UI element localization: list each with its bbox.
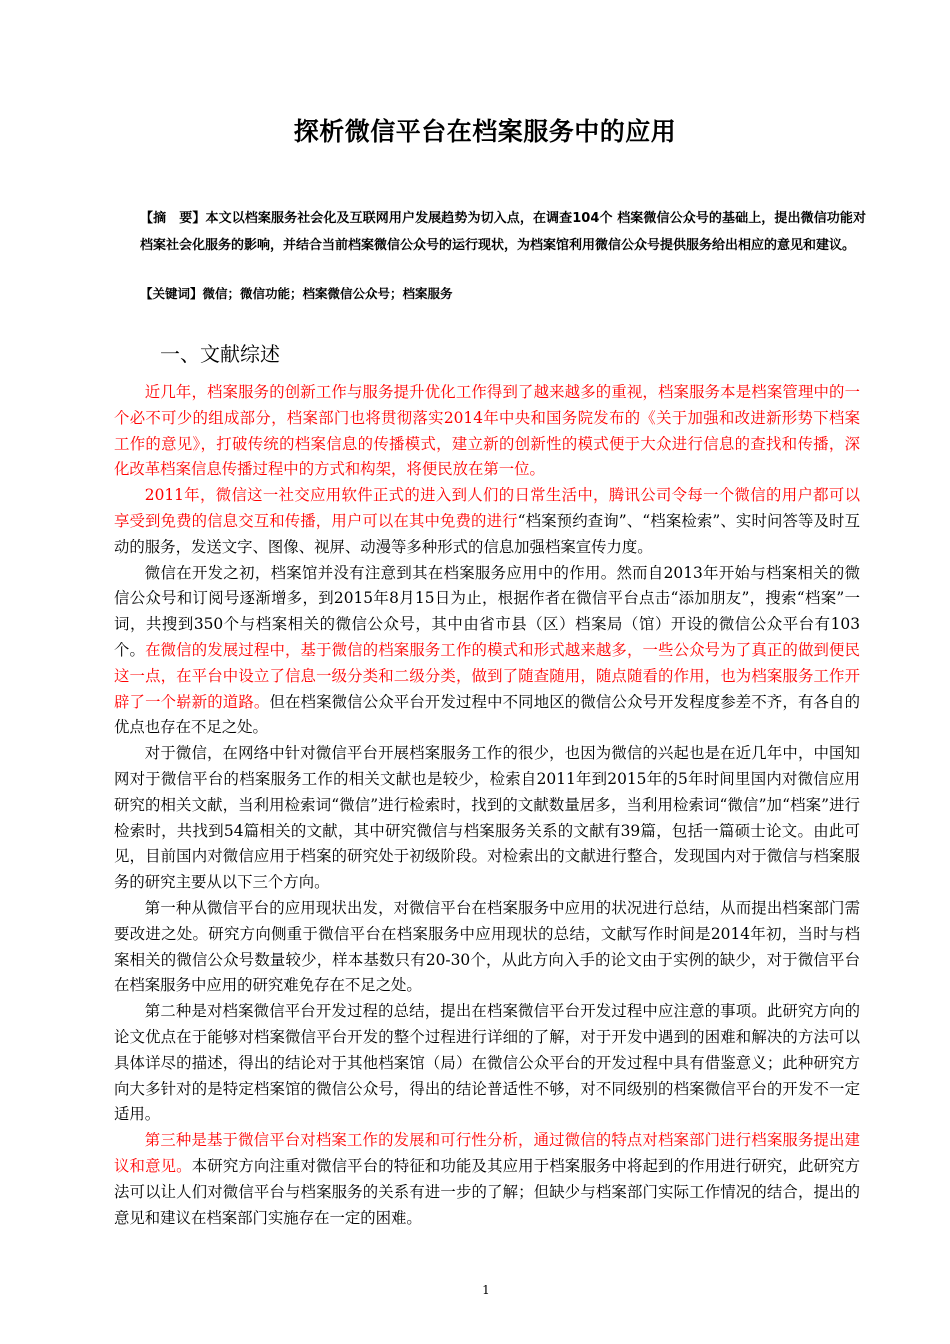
paragraph-text: “档案预约查询”、“档案检索”、实时问答等及时互动的服务，发送文字、图像、视屏、动漫等多种形式的信息加强档案宣传力度。 xyxy=(114,511,860,556)
paragraph-text: 对于微信，在网络中针对微信平台开展档案服务工作的很少，也因为微信的兴起也是在近几年中，中国知网对于微信平台的档案服务工作的相关文献也是较少，检索自2011年到2015年的5年时间里国内对微信应用研究的相关文献，当利用检索词“微信”进行检索时，找到的文献数量居多，当利用检索词“微信”加“档案”进行检索时，共找到54篇相关的文献，其中研究微信与档案服务关系的文献有39篇，包括一篇硕士论文。由此可见，目前国内对微信应用于档案的研究处于初级阶段。对检索出的文献进行整合，发现国内对于微信与档案服务的研究主要从以下三个方向。 xyxy=(114,744,860,892)
paragraph-text: 微信在开发之初，档案馆并没有注意到其在档案服务应用中的作用。然而自2013年开始与档案相关的微信公众号和订阅号逐渐增多，到2015年8月15日为止，根据作者在微信平台点击“添加朋友”，搜索“档案”一词，共搜到350个与档案相关的微信公众号，其中由省市县（区）档案局（馆）开设的微信公众平台有103个。 xyxy=(114,563,860,659)
abstract xyxy=(114,206,866,259)
body-paragraph xyxy=(114,1128,860,1231)
paper-title: 探析微信平台在档案服务中的应用 xyxy=(293,117,677,146)
body-paragraph xyxy=(114,896,860,999)
abstract-label: 【摘 要】 xyxy=(140,211,206,226)
paragraph-text: 本研究方向注重对微信平台的特征和功能及其应用于档案服务中将起到的作用进行研究，此研究方法可以让人们对微信平台与档案服务的关系有进一步的了解；但缺少与档案部门实际工作情况的结合，提出的意见和建议在档案部门实施存在一定的困难。 xyxy=(114,1156,860,1227)
section-heading: 一、文献综述 xyxy=(160,342,280,366)
keywords-text: 微信；微信功能；档案微信公众号；档案服务 xyxy=(202,286,453,301)
body-paragraph xyxy=(114,561,860,742)
highlighted-text: 近几年，档案服务的创新工作与服务提升优化工作得到了越来越多的重视，档案服务本是档案管理中的一个必不可少的组成部分，档案部门也将贯彻落实2014年中央和国务院发布的《关于加强和改进新形势下档案工作的意见》，打破传统的档案信息的传播模式，建立新的创新性的模式便于大众进行信息的查找和传播，深化改革档案信息传播过程中的方式和构架，将便民放在第一位。 xyxy=(114,383,860,479)
page-number: 1 xyxy=(482,1283,490,1297)
paragraph-text: 但在档案微信公众平台开发过程中不同地区的微信公众号开发程度参差不齐，有各自的优点也存在不足之处。 xyxy=(114,692,860,737)
body-paragraph xyxy=(114,380,860,483)
abstract-text: 本文以档案服务社会化及互联网用户发展趋势为切入点，在调查104个 档案微信公众号的基础上，提出微信功能对档案社会化服务的影响，并结合当前档案微信公众号的运行现状，为档案馆利用微信公众号提供服务给出相应的意见和建议。 xyxy=(140,211,866,253)
paragraph-text: 第二种是对档案微信平台开发过程的总结，提出在档案微信平台开发过程中应注意的事项。此研究方向的论文优点在于能够对档案微信平台开发的整个过程进行详细的了解，对于开发中遇到的困难和解决的方法可以具体详尽的描述，得出的结论对于其他档案馆（局）在微信公众平台的开发过程中具有借鉴意义；此种研究方向大多针对的是特定档案馆的微信公众号，得出的结论普适性不够，对不同级别的档案微信平台的开发不一定适用。 xyxy=(114,1002,860,1124)
highlighted-text: 2011年，微信这一社交应用软件正式的进入到人们的日常生活中，腾讯公司令每一个微信的用户都可以享受到免费的信息交互和传播，用户可以在其中免费的进行 xyxy=(114,486,860,530)
keywords xyxy=(140,284,866,302)
paragraph-text: 第一种从微信平台的应用现状出发，对微信平台在档案服务中应用的状况进行总结，从而提出档案部门需要改进之处。研究方向侧重于微信平台在档案服务中应用现状的总结，文献写作时间是2014年初，当时与档案相关的微信公众号数量较少，样本基数只有20-30个，从此方向入手的论文由于实例的缺少，对于微信平台在档案服务中应用的研究难免存在不足之处。 xyxy=(114,898,860,995)
body-paragraph xyxy=(114,999,860,1128)
body-paragraph xyxy=(114,483,860,560)
keywords-label: 【关键词】 xyxy=(140,286,203,301)
body-text xyxy=(114,380,860,1231)
highlighted-text: 第三种是基于微信平台对档案工作的发展和可行性分析，通过微信的特点对档案部门进行档案服务提出建议和意见。 xyxy=(114,1131,860,1175)
body-paragraph xyxy=(114,741,860,896)
highlighted-text: 在微信的发展过程中，基于微信的档案服务工作的模式和形式越来越多，一些公众号为了真正的做到便民这一点，在平台中设立了信息一级分类和二级分类，做到了随查随用，随点随看的作用，也为档案服务工作开辟了一个崭新的道路。 xyxy=(114,640,860,711)
